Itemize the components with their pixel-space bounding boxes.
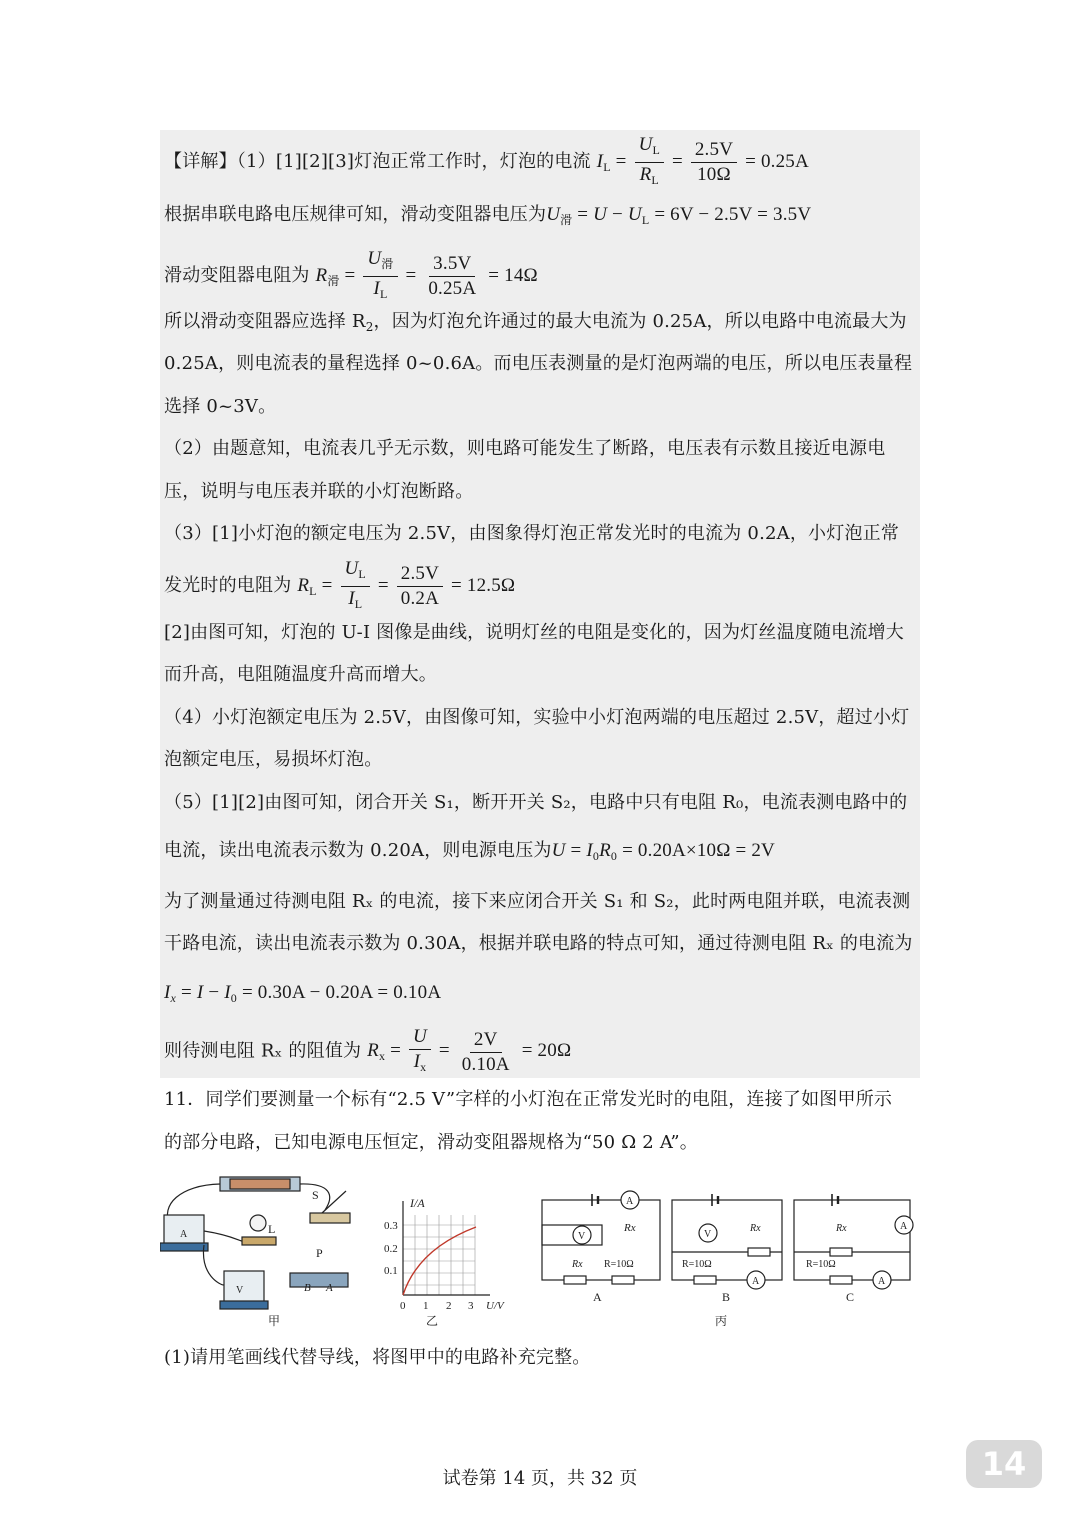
svg-text:0: 0 [400, 1300, 406, 1312]
equation-current: $I_L$ = $\frac{U_L}{R_L}$ = $\frac{2.5V}{10\Omega}$ = 0.25A [596, 134, 809, 187]
svg-text:甲: 甲 [268, 1314, 281, 1328]
solution-line: （2）由题意知，电流表几乎无示数，则电路可能发生了断路，电压表有示数且接近电源电 [164, 438, 886, 459]
svg-text:R=10Ω: R=10Ω [806, 1259, 836, 1270]
svg-text:B: B [304, 1282, 311, 1294]
svg-text:C: C [846, 1290, 855, 1304]
svg-text:0.2: 0.2 [384, 1243, 398, 1255]
svg-text:A: A [626, 1196, 634, 1207]
solution-line: 根据串联电路电压规律可知，滑动变阻器电压为$U_滑 = U - U_L = 6V - 2.5V = 3.5V$ [164, 204, 812, 227]
svg-text:Rx: Rx [836, 1223, 847, 1234]
svg-text:V: V [236, 1285, 244, 1296]
equation-rx: $R_x$ = $\frac{U}{I_x}$ = $\frac{2V}{0.10A}$ = 20Ω [367, 1026, 572, 1075]
figure-bing [542, 1191, 913, 1328]
solution-line: 0.25A，则电流表的量程选择 0~0.6A。而电压表测量的是灯泡两端的电压，所以电压表量程 [164, 353, 913, 374]
svg-text:A: A [878, 1276, 886, 1287]
solution-line: 选择 0~3V。 [164, 396, 277, 417]
equation-lamp-resistance: $R_L$ = $\frac{U_L}{I_L}$ = $\frac{2.5V}{0.2A}$ = 12.5Ω [297, 558, 516, 611]
page-number-badge: 14 [966, 1440, 1042, 1488]
solution-line: 压，说明与电压表并联的小灯泡断路。 [164, 481, 474, 502]
figure-jia [160, 1177, 350, 1328]
circuit-c [794, 1194, 913, 1304]
solution-line [164, 134, 809, 191]
solution-line: （3）[1]小灯泡的额定电压为 2.5V，由图象得灯泡正常发光时的电流为 0.2A，小灯泡正常 [164, 523, 900, 544]
solution-line: 电流，读出电流表示数为 0.20A，则电源电压为$U = I_0R_0 = 0.20A\times 10\Omega = 2V$ [164, 840, 775, 863]
solution-line: 发光时的电阻为 $R_L$ = $\frac{U_L}{I_L}$ = $\frac{2.5V}{0.2A}$ = 12.5Ω [164, 558, 516, 611]
figure-yi-graph [384, 1196, 505, 1328]
svg-text:A: A [752, 1276, 760, 1287]
svg-text:L: L [268, 1222, 276, 1236]
equation-voltage: $U_滑 = U - U_L = 6V - 2.5V = 3.5V$ [546, 204, 812, 227]
solution-line: [2]由图可知，灯泡的 U-I 图像是曲线，说明灯丝的电阻是变化的，因为灯丝温度随电流增大 [164, 622, 904, 643]
svg-text:0.1: 0.1 [384, 1265, 398, 1277]
page-footer: 试卷第 14 页，共 32 页 [442, 1468, 638, 1489]
svg-text:V: V [578, 1231, 586, 1242]
solution-line: 干路电流，读出电流表示数为 0.30A，根据并联电路的特点可知，通过待测电阻 Rₓ 的电流为 [164, 933, 913, 954]
equation-current-x: $I_x = I - I_0 = 0.30A - 0.20A = 0.10A$ [164, 982, 442, 1005]
svg-text:A: A [326, 1282, 333, 1294]
svg-text:I/A: I/A [410, 1196, 425, 1210]
svg-text:0.3: 0.3 [384, 1220, 398, 1232]
svg-text:R=10Ω: R=10Ω [604, 1259, 634, 1270]
text: 【详解】（1）[1][2][3]灯泡正常工作时，灯泡的电流 [164, 150, 591, 172]
svg-text:丙: 丙 [715, 1314, 728, 1328]
svg-text:Rx: Rx [572, 1259, 583, 1270]
svg-text:Rx: Rx [624, 1222, 636, 1234]
solution-line: 所以滑动变阻器应选择 $R_2$，因为灯泡允许通过的最大电流为 0.25A，所以电路中电流最大为 [164, 311, 907, 334]
circuit-a [542, 1191, 660, 1304]
svg-text:3: 3 [468, 1300, 474, 1312]
svg-text:A: A [593, 1290, 602, 1304]
solution-line: 泡额定电压，易损坏灯泡。 [164, 749, 383, 770]
solution-line: 而升高，电阻随温度升高而增大。 [164, 664, 437, 685]
figure-row [160, 1165, 920, 1335]
solution-line: 则待测电阻 Rₓ 的阻值为 $R_x$ = $\frac{U}{I_x}$ = $\frac{2V}{0.10A}$ = 20Ω [164, 1026, 572, 1075]
switch-icon [310, 1213, 350, 1223]
circuit-b [672, 1194, 782, 1304]
svg-text:A: A [900, 1221, 908, 1232]
solution-line [164, 982, 441, 1009]
solution-line: （4）小灯泡额定电压为 2.5V，由图像可知，实验中小灯泡两端的电压超过 2.5V，超过小灯 [164, 707, 910, 728]
svg-text:乙: 乙 [426, 1314, 439, 1328]
voltmeter-icon [224, 1271, 264, 1303]
svg-text:2: 2 [446, 1300, 452, 1312]
question-text: 的部分电路，已知电源电压恒定，滑动变阻器规格为“50 Ω 2 A”。 [164, 1132, 699, 1153]
svg-text:V: V [704, 1229, 712, 1240]
svg-text:B: B [722, 1290, 731, 1304]
svg-text:P: P [316, 1246, 323, 1260]
equation-source-voltage: $U = I_0R_0 = 0.20A\times 10\Omega = 2V$ [551, 840, 775, 863]
svg-text:1: 1 [423, 1300, 429, 1312]
svg-text:S: S [312, 1188, 319, 1202]
solution-line: 滑动变阻器电阻为 $R_滑$ = $\frac{U_滑}{I_L}$ = $\frac{3.5V}{0.25A}$ = 14Ω [164, 248, 538, 301]
lamp-icon [250, 1215, 266, 1231]
solution-line: 为了测量通过待测电阻 Rₓ 的电流，接下来应闭合开关 S₁ 和 S₂，此时两电阻并联，电流表测 [164, 891, 911, 912]
svg-text:A: A [180, 1229, 188, 1240]
rheostat-icon [290, 1273, 348, 1287]
equation-resistance: $R_滑$ = $\frac{U_滑}{I_L}$ = $\frac{3.5V}{0.25A}$ = 14Ω [315, 248, 538, 301]
svg-text:Rx: Rx [750, 1223, 761, 1234]
svg-text:R=10Ω: R=10Ω [682, 1259, 712, 1270]
question-subpart: (1)请用笔画线代替导线，将图甲中的电路补充完整。 [164, 1347, 591, 1368]
svg-text:U/V: U/V [486, 1300, 504, 1312]
solution-line: （5）[1][2]由图可知，闭合开关 S₁，断开开关 S₂，电路中只有电阻 R₀，电流表测电路中的 [164, 792, 908, 813]
question-text: 11．同学们要测量一个标有“2.5 V”字样的小灯泡在正常发光时的电阻，连接了如图甲所示 [164, 1089, 893, 1110]
